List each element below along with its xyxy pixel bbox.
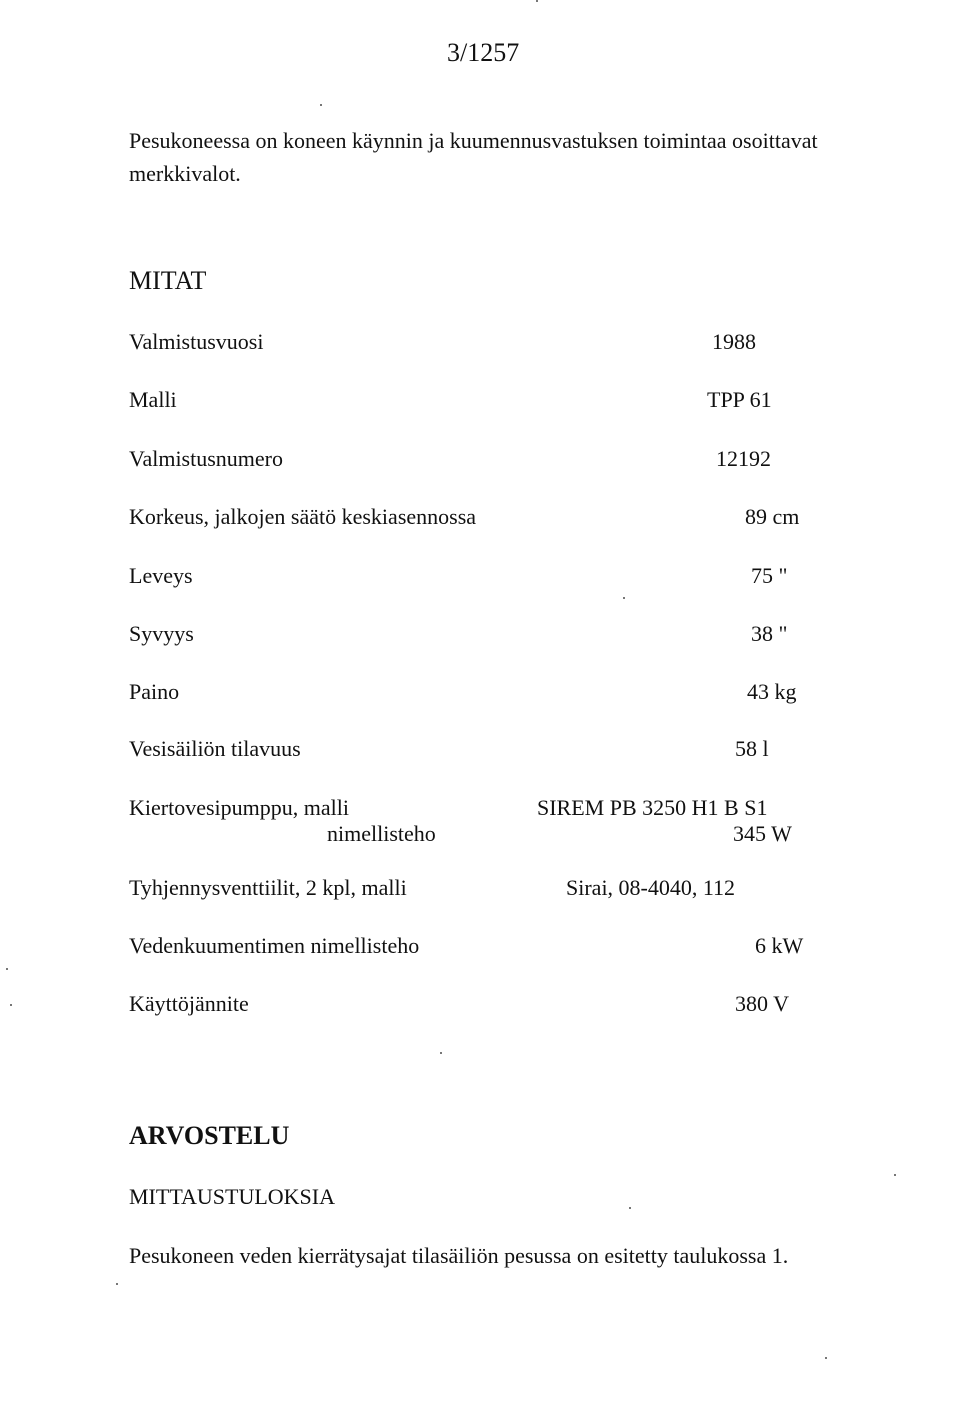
mitat-heading: MITAT [129,266,207,295]
spec-value-tyhjennysventtiilit: Sirai, 08-4040, 112 [566,875,736,900]
spec-value-korkeus: 89 cm [745,504,800,529]
spec-label-kiertovesipumppu: Kiertovesipumppu, malli [129,795,349,820]
spec-label-valmistusvuosi: Valmistusvuosi [129,329,264,354]
scan-speck [116,1283,118,1285]
spec-label-paino: Paino [129,679,180,704]
spec-label-korkeus: Korkeus, jalkojen säätö keskiasennossa [129,504,477,529]
spec-value-valmistusvuosi: 1988 [712,329,756,354]
spec-label-malli: Malli [129,387,177,412]
scan-speck [10,1004,12,1006]
scan-speck [536,0,538,2]
scan-speck [623,597,625,599]
spec-value-kiertovesipumppu: SIREM PB 3250 H1 B S1 [537,795,768,820]
spec-value-vesisailion-tilavuus: 58 l [735,736,769,761]
spec-value-kayttojannite: 380 V [735,991,789,1016]
spec-label-leveys: Leveys [129,563,193,588]
page-number: 3/1257 [447,38,520,67]
scan-speck [320,104,322,106]
spec-value-syvyys: 38 " [751,621,788,646]
spec-label-syvyys: Syvyys [129,621,194,646]
spec-value-valmistusnumero: 12192 [716,446,771,471]
intro-paragraph: Pesukoneessa on koneen käynnin ja kuumennusvastuksen toimintaa osoittavat merkkivalot. [129,128,818,186]
scan-speck [440,1052,442,1054]
spec-label-tyhjennysventtiilit: Tyhjennysventtiilit, 2 kpl, malli [129,875,407,900]
results-paragraph: Pesukoneen veden kierrätysajat tilasäiliön pesussa on esitetty taulukossa 1. [129,1243,789,1268]
scan-speck [825,1357,827,1359]
spec-label-valmistusnumero: Valmistusnumero [129,446,283,471]
spec-value-nimellisteho: 345 W [733,821,792,846]
spec-label-kayttojannite: Käyttöjännite [129,991,249,1016]
spec-value-leveys: 75 " [751,563,788,588]
scan-speck [629,1207,631,1209]
spec-value-vedenkuumentimen-nimellisteho: 6 kW [755,933,804,958]
spec-label-nimellisteho: nimellisteho [327,821,436,846]
spec-label-vesisailion-tilavuus: Vesisäiliön tilavuus [129,736,301,761]
scan-speck [6,968,8,970]
spec-label-vedenkuumentimen-nimellisteho: Vedenkuumentimen nimellisteho [129,933,420,958]
spec-value-paino: 43 kg [747,679,797,704]
mittaustuloksia-subheading: MITTAUSTULOKSIA [129,1184,336,1209]
scan-speck [894,1174,896,1176]
arvostelu-heading: ARVOSTELU [129,1121,290,1150]
spec-value-malli: TPP 61 [707,387,772,412]
